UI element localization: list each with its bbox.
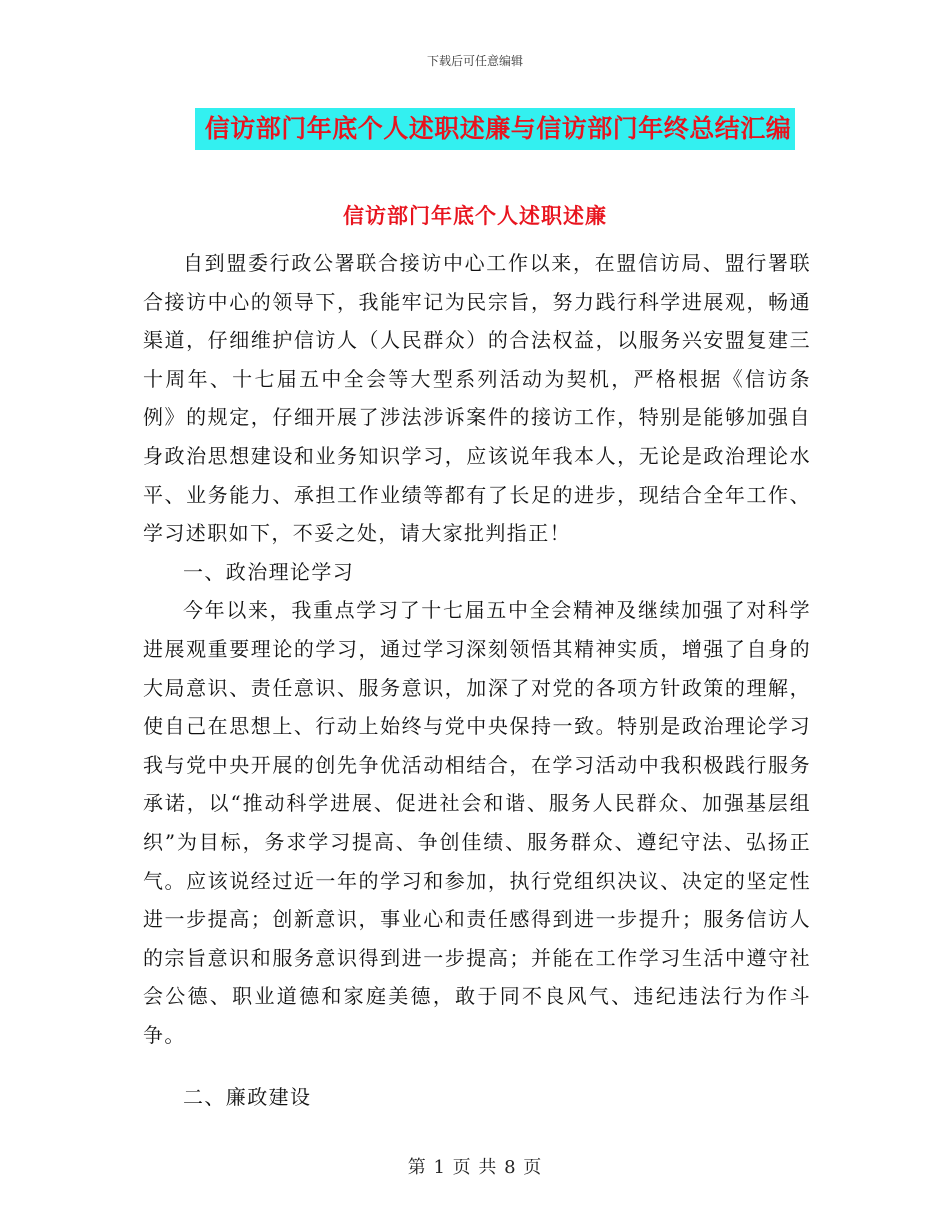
page-header-note: 下载后可任意编辑: [426, 54, 523, 68]
document-main-title: 信访部门年底个人述职述廉与信访部门年终总结汇编: [195, 108, 796, 150]
document-body: [143, 244, 811, 1117]
heading-clean-government: 二、廉政建设: [183, 1085, 312, 1110]
intro-paragraph: 自到盟委行政公署联合接访中心工作以来，在盟信访局、盟行署联合接访中心的领导下，我能牢记为民宗旨，努力践行科学进展观，畅通渠道，仔细维护信访人（人民群众）的合法权益，以服务兴安盟复建三十周年、十七届五中全会等大型系列活动为契机，严格根据《信访条例》的规定，仔细开展了涉法涉诉案件的接访工作，特别是能够加强自身政治思想建设和业务知识学习，应该说年我本人，无论是政治理论水平、业务能力、承担工作业绩等都有了长足的进步，现结合全年工作、学习述职如下，不妥之处，请大家批判指正！: [143, 251, 811, 546]
section-title: 信访部门年底个人述职述廉: [343, 203, 607, 228]
political-study-paragraph: 今年以来，我重点学习了十七届五中全会精神及继续加强了对科学进展观重要理论的学习，通过学习深刻领悟其精神实质，增强了自身的大局意识、责任意识、服务意识，加深了对党的各项方针政策的理解，使自己在思想上、行动上始终与党中央保持一致。特别是政治理论学习我与党中央开展的创先争优活动相结合，在学习活动中我积极践行服务承诺，以“推动科学进展、促进社会和谐、服务人民群众、加强基层组织”为目标，务求学习提高、争创佳绩、服务群众、遵纪守法、弘扬正气。应该说经过近一年的学习和参加，执行党组织决议、决定的坚定性进一步提高；创新意识，事业心和责任感得到进一步提升；服务信访人的宗旨意识和服务意识得到进一步提高；并能在工作学习生活中遵守社会公德、职业道德和家庭美德，敢于同不良风气、违纪违法行为作斗争。: [143, 598, 811, 1047]
page-number-footer: 第 1 页 共 8 页: [407, 1157, 543, 1178]
heading-political-study: 一、政治理论学习: [183, 559, 355, 584]
main-title-container: [0, 108, 950, 150]
